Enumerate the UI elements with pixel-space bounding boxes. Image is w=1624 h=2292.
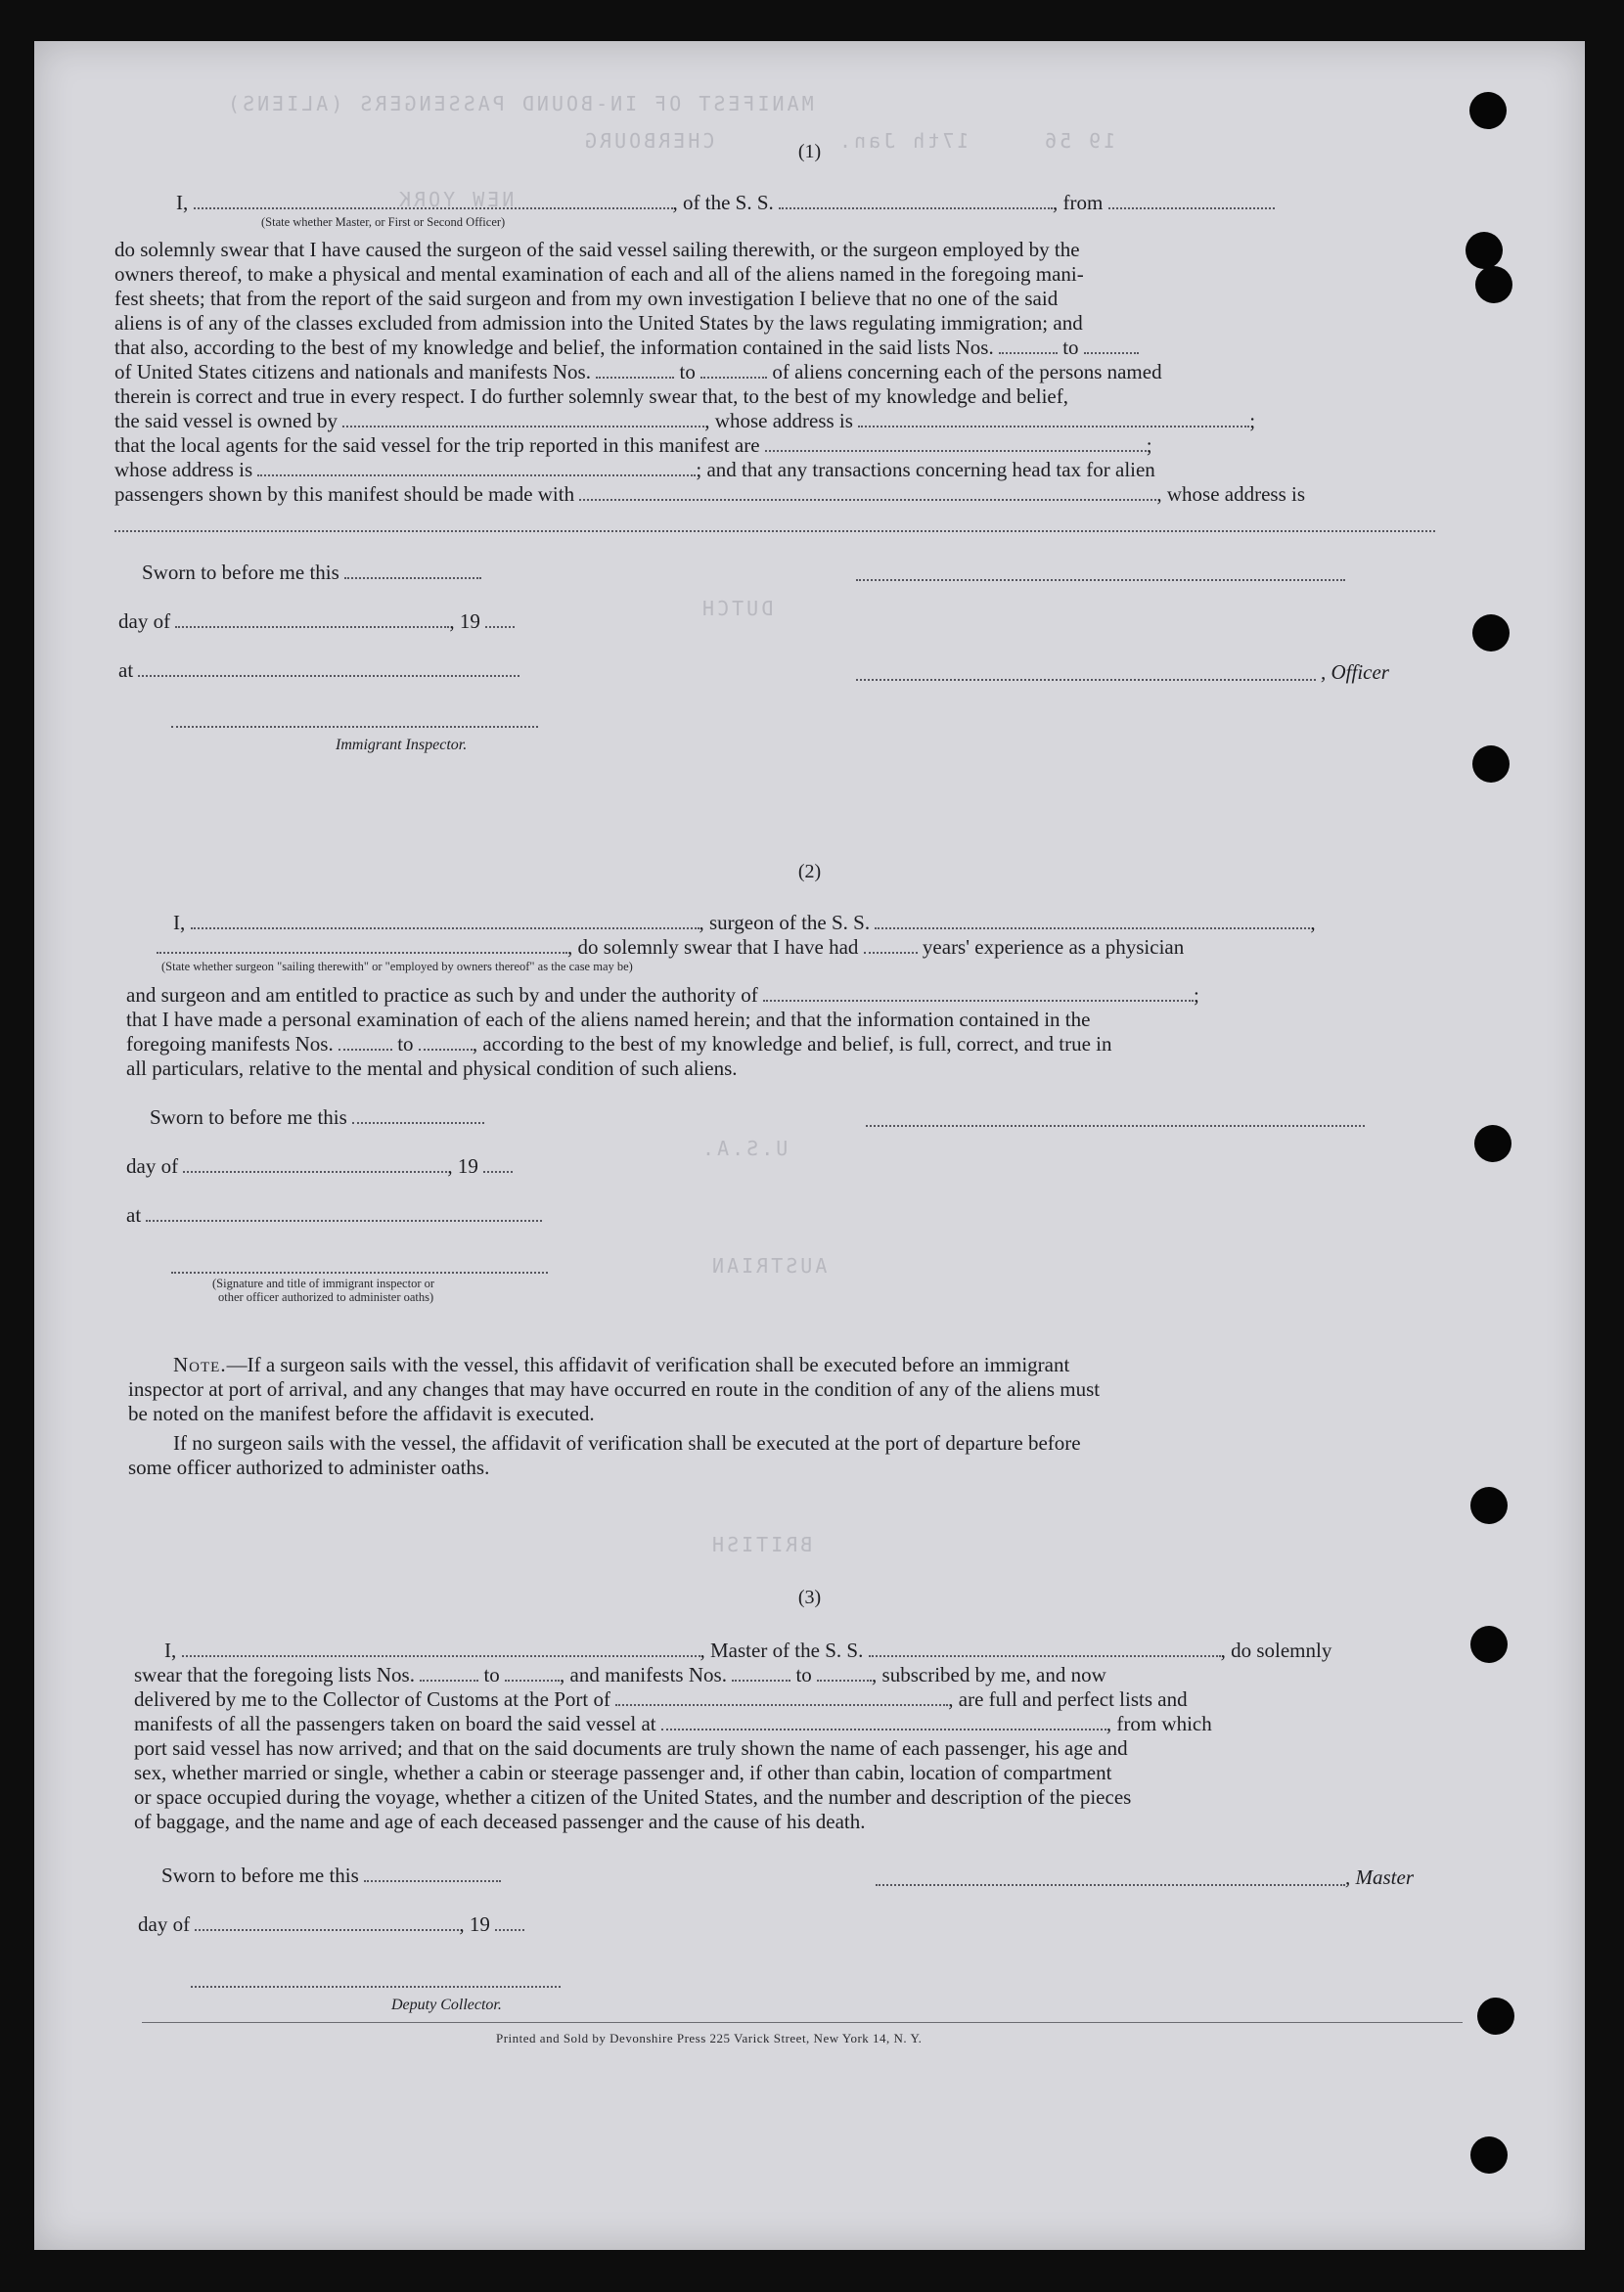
section-3-number: (3)	[797, 1587, 822, 1608]
binder-hole	[1470, 1487, 1508, 1524]
s1-officer-line[interactable]	[856, 679, 1316, 681]
s3-line-6: sex, whether married or single, whether a cabin or steerage passenger and, if other than cabin, location of compartment	[134, 1761, 1112, 1784]
bleed-through-city: NEW YORK	[396, 188, 515, 211]
s1-vessel-field[interactable]	[779, 190, 1053, 209]
s2-day-of-field[interactable]	[183, 1153, 447, 1173]
s1-line-10	[114, 432, 1152, 458]
s3-master-signature-line[interactable]	[876, 1884, 1345, 1886]
note-line-4: If no surgeon sails with the vessel, the affidavit of verification shall be executed at the port of departure before	[173, 1431, 1081, 1455]
note-line-3: be noted on the manifest before the affidavit is executed.	[128, 1402, 595, 1425]
s1-lists-to: to	[1062, 336, 1079, 359]
note-line-5: some officer authorized to administer oaths.	[128, 1456, 490, 1479]
s3-lists-to: to	[483, 1663, 500, 1686]
s3-master-name-field[interactable]	[182, 1638, 700, 1657]
s2-surgeon-type-field[interactable]	[157, 934, 567, 954]
manifest-affidavit-page	[34, 41, 1585, 2250]
binder-hole	[1466, 232, 1503, 269]
note-line-2: inspector at port of arrival, and any changes that may have occurred en route in the condition of any of the aliens must	[128, 1377, 1101, 1401]
s3-sworn-line	[161, 1863, 501, 1888]
s1-line-11	[114, 457, 1155, 482]
s3-line-2	[134, 1662, 1106, 1687]
binder-hole	[1475, 266, 1512, 303]
binder-hole	[1474, 1125, 1511, 1162]
s1-owner-address-label: , whose address is	[704, 409, 853, 432]
s1-agent-address-label: whose address is	[114, 458, 253, 481]
bleed-through-header-2c: 19 56	[1042, 129, 1116, 153]
note-line-1-text: —If a surgeon sails with the vessel, this affidavit of verification shall be executed before an immigrant	[226, 1353, 1070, 1376]
bleed-through-header-1: MANIFEST OF IN-BOUND PASSENGERS (ALIENS)	[225, 92, 814, 115]
section-1-number: (1)	[797, 141, 822, 162]
s2-at-line	[126, 1202, 542, 1228]
s3-collector-label: Deputy Collector.	[391, 1997, 502, 2013]
s3-manifests-all-text: manifests of all the passengers taken on board the said vessel at	[134, 1712, 656, 1735]
s1-day-line	[118, 608, 515, 634]
s2-at-label: at	[126, 1203, 142, 1227]
s2-surgeon-name-field[interactable]	[191, 910, 699, 929]
s1-agents-text: that the local agents for the said vessel for the trip reported in this manifest are	[114, 433, 760, 457]
s1-from-label: , from	[1053, 191, 1104, 214]
s1-i-label: I,	[176, 191, 189, 214]
s1-ss-label: , of the S. S.	[672, 191, 774, 214]
s2-line-2	[157, 934, 1184, 960]
printer-imprint: Printed and Sold by Devonshire Press 225 Varick Street, New York 14, N. Y.	[496, 2031, 923, 2045]
s1-contact-address-label: , whose address is	[1156, 482, 1306, 506]
binder-hole	[1470, 2136, 1508, 2174]
s1-line-6	[114, 335, 1139, 360]
s1-manifests-from-field[interactable]	[596, 359, 674, 379]
s1-aliens-text: of aliens concerning each of the persons named	[772, 360, 1162, 383]
s1-manifests-to: to	[679, 360, 696, 383]
s2-surgeon-type-caption: (State whether surgeon "sailing therewith" or "employed by owners thereof" as the case may be)	[161, 960, 633, 973]
s3-sworn-date-field[interactable]	[364, 1863, 501, 1882]
s3-lists-from-field[interactable]	[420, 1662, 478, 1682]
bleed-through-header-2a: CHERBOURG	[582, 129, 715, 153]
s3-from-which-text: , from which	[1105, 1712, 1212, 1735]
binder-hole	[1472, 745, 1510, 783]
s1-inspector-label: Immigrant Inspector.	[336, 737, 468, 753]
s1-passengers-text: passengers shown by this manifest should be made with	[114, 482, 575, 506]
binder-hole	[1470, 1626, 1508, 1663]
s3-boarding-port-field[interactable]	[661, 1711, 1106, 1730]
s2-years-field[interactable]	[864, 934, 918, 954]
s2-line-5	[126, 1031, 1112, 1056]
s1-officer-signature-line[interactable]	[856, 579, 1345, 581]
s1-owned-by: the said vessel is owned by	[114, 409, 338, 432]
s3-i-label: I,	[164, 1639, 177, 1662]
s3-day-of-field[interactable]	[195, 1911, 459, 1931]
s1-line-1	[176, 190, 1275, 215]
s1-at-label: at	[118, 658, 134, 682]
s1-owner-field[interactable]	[342, 408, 704, 427]
s1-line-4: fest sheets; that from the report of the said surgeon and from my own investigation I believe that no one of the said	[114, 287, 1059, 310]
s2-year-field[interactable]	[483, 1153, 513, 1173]
s1-officer-field[interactable]	[194, 190, 673, 209]
s1-from-field[interactable]	[1108, 190, 1275, 209]
s2-at-field[interactable]	[146, 1202, 542, 1222]
binder-hole	[1469, 92, 1507, 129]
s2-year-label: , 19	[447, 1154, 478, 1178]
s2-sworn-date-field[interactable]	[352, 1104, 484, 1124]
s2-inspector-caption-1: (Signature and title of immigrant inspector or	[212, 1277, 435, 1290]
s1-head-tax-text: ; and that any transactions concerning head tax for alien	[696, 458, 1155, 481]
s1-owner-semicolon: ;	[1249, 409, 1256, 432]
s1-lists-from-field[interactable]	[999, 335, 1058, 354]
s3-master-label: , Master	[1345, 1865, 1414, 1889]
s1-agent-address-field[interactable]	[257, 457, 696, 476]
s3-line-4	[134, 1711, 1212, 1736]
bleed-through-nationality-3: U.S.A.	[699, 1137, 789, 1160]
s3-lists-to-field[interactable]	[505, 1662, 560, 1682]
s2-experience-text: years' experience as a physician	[922, 935, 1185, 959]
s3-day-line	[138, 1911, 524, 1937]
s1-sworn-line	[142, 560, 481, 585]
s2-authority-text: and surgeon and am entitled to practice as such by and under the authority of	[126, 983, 758, 1007]
s1-line-7	[114, 359, 1162, 384]
s2-comma: ,	[1310, 911, 1316, 934]
s3-master-ss-label: , Master of the S. S.	[699, 1639, 864, 1662]
section-2-number: (2)	[797, 861, 822, 882]
s2-inspector-caption-2: other officer authorized to administer oaths)	[218, 1290, 434, 1304]
s2-line-1	[173, 910, 1316, 935]
s1-lists-to-field[interactable]	[1084, 335, 1139, 354]
bleed-through-header-2b: 17th Jan.	[836, 129, 970, 153]
s3-solemnly-text: , do solemnly	[1220, 1639, 1332, 1662]
s1-year-field[interactable]	[485, 608, 515, 628]
s3-line-7: or space occupied during the voyage, whether a citizen of the United States, and the number and description of the pieces	[134, 1785, 1132, 1809]
bleed-through-nationality-1: DUTCH	[699, 597, 774, 620]
s1-agents-semicolon: ;	[1146, 433, 1152, 457]
s1-sworn-date-field[interactable]	[344, 560, 481, 579]
s1-head-tax-contact-field[interactable]	[579, 481, 1156, 501]
s3-vessel-field[interactable]	[869, 1638, 1221, 1657]
s2-i-label: I,	[173, 911, 186, 934]
s2-line-3	[126, 982, 1199, 1008]
s3-sworn-label: Sworn to before me this	[161, 1864, 359, 1887]
s3-collector-text: delivered by me to the Collector of Customs at the Port of	[134, 1687, 610, 1711]
note-heading: Note.	[173, 1353, 227, 1376]
s2-manifests-to: to	[397, 1032, 414, 1056]
binder-hole	[1477, 1998, 1514, 2035]
s3-year-label: , 19	[459, 1912, 490, 1936]
s2-line-6: all particulars, relative to the mental and physical condition of such aliens.	[126, 1056, 738, 1080]
s2-manifests-from-field[interactable]	[338, 1031, 392, 1051]
s3-subscribed-text: , subscribed by me, and now	[872, 1663, 1106, 1686]
s3-lists-text: swear that the foregoing lists Nos.	[134, 1663, 415, 1686]
s3-day-of-label: day of	[138, 1912, 191, 1936]
s1-line-5: aliens is of any of the classes excluded from admission into the United States by the laws regulating immigration; and	[114, 311, 1083, 335]
s1-year-label: , 19	[449, 609, 480, 633]
s3-port-field[interactable]	[615, 1686, 948, 1706]
s2-inspector-signature-line[interactable]	[171, 1272, 548, 1274]
s2-knowledge-text: , according to the best of my knowledge and belief, is full, correct, and true in	[472, 1032, 1112, 1056]
s1-line-8: therein is correct and true in every respect. I do further solemnly swear that, to the best of my knowledge and belief,	[114, 384, 1068, 408]
s2-sworn-line	[150, 1104, 484, 1130]
s3-line-8: of baggage, and the name and age of each deceased passenger and the cause of his death.	[134, 1810, 866, 1833]
s1-day-of-field[interactable]	[175, 608, 449, 628]
s1-line-9	[114, 408, 1255, 433]
s2-authority-field[interactable]	[763, 982, 1194, 1002]
s2-vessel-field[interactable]	[875, 910, 1310, 929]
s1-line-3: owners thereof, to make a physical and mental examination of each and all of the aliens named in the foregoing mani-	[114, 262, 1084, 286]
s2-day-of-label: day of	[126, 1154, 179, 1178]
s3-manifests-to: to	[795, 1663, 812, 1686]
bleed-through-nationality-4: BRITISH	[709, 1533, 813, 1556]
s3-collector-signature-line[interactable]	[191, 1986, 561, 1988]
binder-hole	[1472, 614, 1510, 652]
s1-at-field[interactable]	[138, 657, 519, 677]
s1-at-line	[118, 657, 519, 683]
footer-rule	[142, 2022, 1463, 2023]
s2-surgeon-signature-line[interactable]	[866, 1125, 1365, 1127]
s1-officer-caption: (State whether Master, or First or Second Officer)	[261, 215, 506, 229]
s3-line-5: port said vessel has now arrived; and that on the said documents are truly shown the name of each passenger, his age and	[134, 1736, 1128, 1760]
s2-surgeon-ss-label: , surgeon of the S. S.	[699, 911, 871, 934]
s3-manifests-from-field[interactable]	[732, 1662, 790, 1682]
s2-authority-semicolon: ;	[1194, 983, 1199, 1007]
note-line-1	[173, 1352, 1069, 1377]
s1-lists-text: that also, according to the best of my knowledge and belief, the information contained in the said lists Nos.	[114, 336, 994, 359]
s3-year-field[interactable]	[495, 1911, 524, 1931]
s2-manifests-to-field[interactable]	[419, 1031, 473, 1051]
s2-foregoing-text: foregoing manifests Nos.	[126, 1032, 334, 1056]
s1-agents-field[interactable]	[765, 432, 1147, 452]
s3-full-perfect-text: , are full and perfect lists and	[948, 1687, 1188, 1711]
s2-day-line	[126, 1153, 513, 1179]
s1-line-12	[114, 481, 1305, 507]
s3-manifests-text: , and manifests Nos.	[560, 1663, 727, 1686]
s2-swear-text: , do solemnly swear that I have had	[567, 935, 859, 959]
s3-line-3	[134, 1686, 1188, 1712]
s2-line-4: that I have made a personal examination of each of the aliens named herein; and that the information contained in the	[126, 1008, 1091, 1031]
s1-sworn-label: Sworn to before me this	[142, 561, 339, 584]
s1-day-of-label: day of	[118, 609, 171, 633]
s1-officer-label: , Officer	[1321, 660, 1389, 684]
s1-inspector-signature-line[interactable]	[171, 726, 538, 728]
s1-line-2: do solemnly swear that I have caused the surgeon of the said vessel sailing therewith, or the surgeon employed by the	[114, 238, 1080, 261]
s1-manifests-text: of United States citizens and nationals and manifests Nos.	[114, 360, 591, 383]
s3-manifests-to-field[interactable]	[817, 1662, 872, 1682]
s3-line-1	[164, 1638, 1331, 1663]
s2-sworn-label: Sworn to before me this	[150, 1105, 347, 1129]
s1-manifests-to-field[interactable]	[700, 359, 767, 379]
s1-owner-address-field[interactable]	[858, 408, 1249, 427]
bleed-through-nationality-2: AUSTRIAN	[709, 1254, 828, 1278]
s1-contact-address-line[interactable]	[114, 530, 1435, 532]
